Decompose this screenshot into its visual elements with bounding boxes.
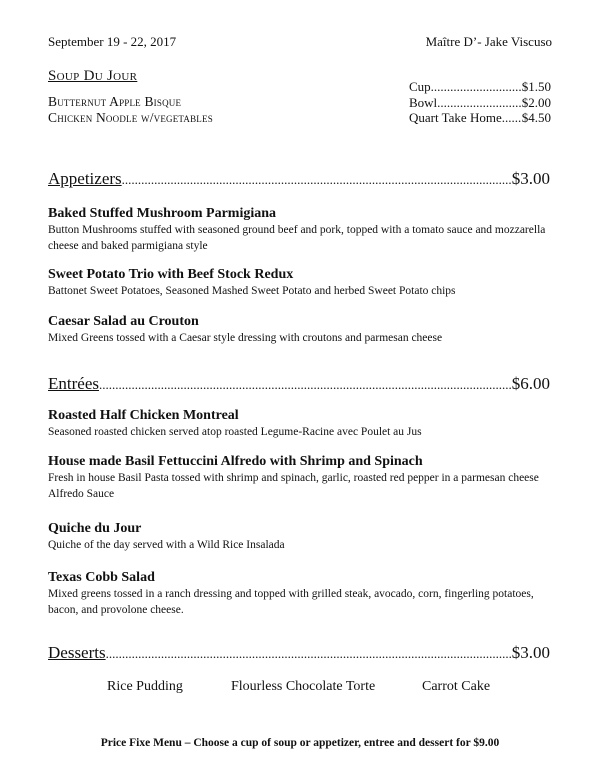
item-description: Mixed Greens tossed with a Caesar style dressing with croutons and parmesan cheese bbox=[48, 332, 443, 344]
leader-dots bbox=[122, 172, 512, 188]
menu-item bbox=[48, 520, 558, 553]
menu-item bbox=[48, 205, 558, 254]
item-description: Quiche of the day served with a Wild Rice Insalada bbox=[48, 539, 285, 551]
leader-dots bbox=[431, 79, 522, 95]
leader-dots bbox=[99, 377, 512, 393]
soup-size-label: Cup bbox=[409, 79, 431, 94]
section-price: $6.00 bbox=[511, 374, 550, 393]
item-description: Battonet Sweet Potatoes, Seasoned Mashed Sweet Potato and herbed Sweet Potato chips bbox=[48, 285, 456, 297]
menu-item bbox=[48, 569, 558, 618]
soup-item: Chicken Noodle w/vegetables bbox=[48, 110, 213, 125]
dessert-item: Carrot Cake bbox=[422, 679, 491, 694]
soup-list bbox=[48, 94, 213, 126]
soup-section-title: Soup Du Jour bbox=[48, 68, 138, 84]
leader-dots bbox=[502, 110, 522, 126]
item-name: Baked Stuffed Mushroom Parmigiana bbox=[48, 206, 277, 221]
desserts-header bbox=[48, 643, 550, 663]
dessert-item: Flourless Chocolate Torte bbox=[231, 679, 376, 694]
item-name: Texas Cobb Salad bbox=[48, 570, 155, 585]
item-name: Quiche du Jour bbox=[48, 521, 142, 536]
price-fixe-note: Price Fixe Menu – Choose a cup of soup or appetizer, entree and dessert for $9.00 bbox=[100, 737, 500, 749]
soup-size-price: $4.50 bbox=[521, 110, 551, 125]
soup-size-price: $1.50 bbox=[521, 79, 551, 94]
menu-item bbox=[48, 313, 558, 346]
soup-price-row bbox=[409, 110, 551, 126]
item-name: House made Basil Fettuccini Alfredo with Shrimp and Spinach bbox=[48, 454, 423, 469]
item-description: Button Mushrooms stuffed with seasoned ground beef and pork, topped with a tomato sauce and mozzarella cheese and baked parmigiana style bbox=[48, 224, 546, 252]
item-name: Caesar Salad au Crouton bbox=[48, 314, 199, 329]
section-title: Desserts bbox=[48, 643, 106, 662]
item-description: Fresh in house Basil Pasta tossed with shrimp and spinach, garlic, roasted red pepper in a parmesan cheese Alfredo Sauce bbox=[48, 472, 539, 500]
maitre-d: Maître D’- Jake Viscuso bbox=[425, 34, 552, 49]
soup-size-label: Quart Take Home bbox=[409, 110, 502, 125]
section-price: $3.00 bbox=[511, 643, 550, 662]
menu-item bbox=[48, 453, 558, 502]
menu-date: September 19 - 22, 2017 bbox=[48, 34, 177, 49]
appetizers-header bbox=[48, 169, 550, 189]
item-description: Mixed greens tossed in a ranch dressing and topped with grilled steak, avocado, corn, fingerling potatoes, bacon, and provolone cheese. bbox=[48, 588, 534, 616]
menu-item bbox=[48, 266, 558, 299]
menu-item bbox=[48, 407, 558, 440]
item-name: Roasted Half Chicken Montreal bbox=[48, 408, 239, 423]
item-description: Seasoned roasted chicken served atop roasted Legume-Racine avec Poulet au Jus bbox=[48, 426, 422, 438]
soup-item: Butternut Apple Bisque bbox=[48, 94, 182, 109]
soup-size-price: $2.00 bbox=[521, 94, 551, 110]
section-title: Appetizers bbox=[48, 169, 122, 188]
leader-dots bbox=[106, 646, 512, 662]
section-title: Entrées bbox=[48, 374, 99, 393]
soup-price-row bbox=[409, 79, 551, 95]
section-price: $3.00 bbox=[511, 169, 550, 188]
item-name: Sweet Potato Trio with Beef Stock Redux bbox=[48, 267, 294, 282]
soup-price-list bbox=[409, 79, 551, 126]
leader-dots bbox=[437, 95, 522, 111]
dessert-item: Rice Pudding bbox=[107, 679, 183, 694]
soup-price-row bbox=[409, 95, 551, 111]
entrees-header bbox=[48, 374, 550, 394]
soup-size-label: Bowl bbox=[409, 94, 438, 110]
